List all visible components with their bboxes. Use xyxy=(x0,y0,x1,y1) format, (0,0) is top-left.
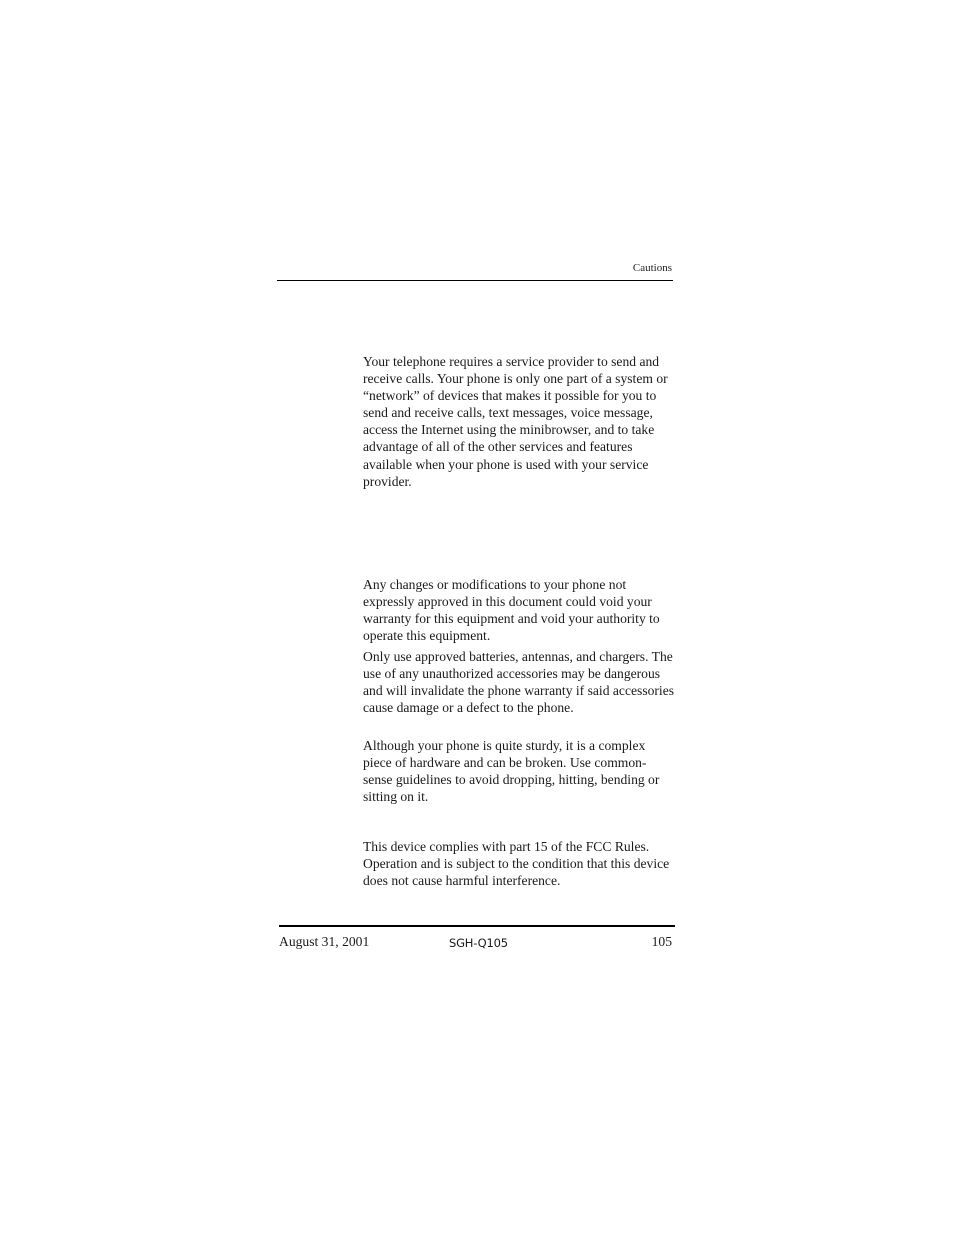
paragraph-service-provider: Your telephone requires a service provider to send and receive calls. Your phone is only one part of a system or “network” of devices that makes it possible for you to send and receive calls, text messages, voice message, access the Internet using the minibrowser, and to take advantage of all of the other services and features available when your phone is used with your service provider. xyxy=(363,354,668,489)
paragraph-fcc-compliance: This device complies with part 15 of the FCC Rules. Operation and is subject to the condition that this device does not cause harmful interference. xyxy=(363,839,670,889)
page-number: 105 xyxy=(651,934,672,949)
footer-model: SGH-Q105 xyxy=(449,936,508,950)
footer-divider xyxy=(279,925,675,927)
running-header: Cautions xyxy=(632,262,672,274)
paragraph-handling: Although your phone is quite sturdy, it is a complex piece of hardware and can be broken. Use common-sense guidelines to avoid dropping, hitting, bending or sitting on it. xyxy=(363,738,660,805)
paragraph-approved-accessories: Only use approved batteries, antennas, and chargers. The use of any unauthorized accessories may be dangerous and will invalidate the phone warranty if said accessories cause damage or a defect to the phone. xyxy=(363,649,675,716)
paragraph-modifications: Any changes or modifications to your phone not expressly approved in this document could void your warranty for this equipment and void your authority to operate this equipment. xyxy=(363,577,660,644)
footer-date: August 31, 2001 xyxy=(279,934,370,949)
header-divider xyxy=(277,280,673,281)
